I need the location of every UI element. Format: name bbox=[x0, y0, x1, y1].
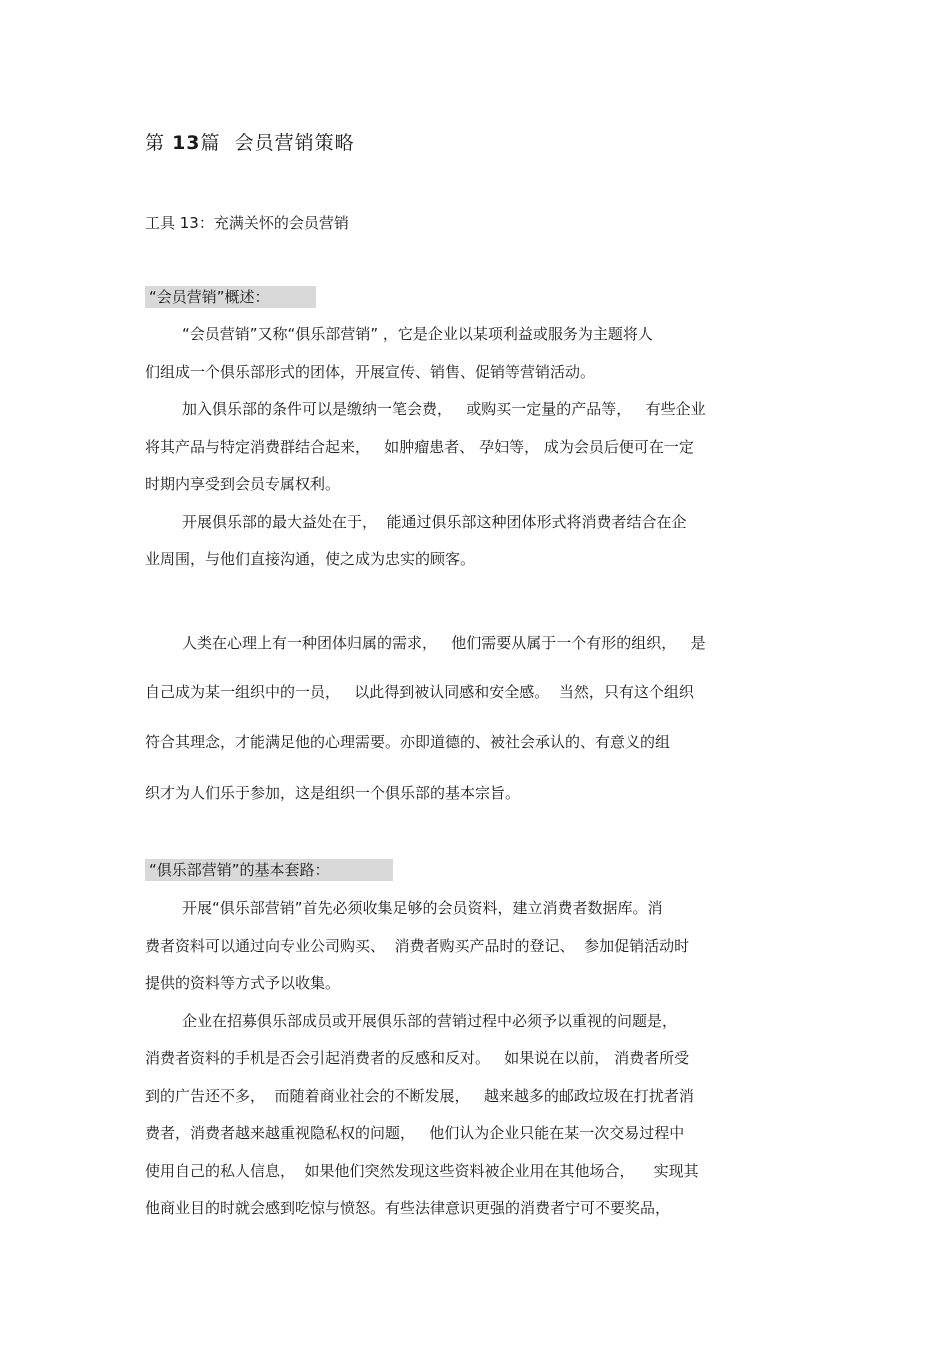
paragraph-line: 消费者资料的手机是否会引起消费者的反感和反对。 如果说在以前， 消费者所受 bbox=[145, 1049, 690, 1067]
paragraph-line: 时期内享受到会员专属权利。 bbox=[145, 475, 341, 493]
tool-title: 工具 13：充满关怀的会员营销 bbox=[145, 214, 349, 232]
paragraph-line: 他商业目的时就会感到吃惊与愤怒。有些法律意识更强的消费者宁可不要奖品， bbox=[145, 1199, 671, 1217]
paragraph-line: 自己成为某一组织中的一员， 以此得到被认同感和安全感。 当然，只有这个组织 bbox=[145, 683, 694, 701]
paragraph-line: “会员营销”又称“俱乐部营销” ，它是企业以某项利益或服务为主题将人 bbox=[182, 325, 653, 343]
section-heading-routine: “俱乐部营销”的基本套路： bbox=[145, 859, 393, 881]
paragraph-line: 织才为人们乐于参加，这是组织一个俱乐部的基本宗旨。 bbox=[145, 784, 521, 802]
paragraph-line: 业周围，与他们直接沟通，使之成为忠实的顾客。 bbox=[145, 550, 476, 568]
chapter-name: 会员营销策略 bbox=[234, 132, 355, 154]
chapter-suffix: 篇 bbox=[200, 132, 221, 154]
paragraph-line: 符合其理念，才能满足他的心理需要。亦即道德的、被社会承认的、有意义的组 bbox=[145, 733, 671, 751]
paragraph-line: 企业在招募俱乐部成员或开展俱乐部的营销过程中必须予以重视的问题是， bbox=[182, 1012, 678, 1030]
paragraph-line: 加入俱乐部的条件可以是缴纳一笔会费， 或购买一定量的产品等， 有些企业 bbox=[182, 400, 706, 418]
paragraph-line: 开展“俱乐部营销”首先必须收集足够的会员资料，建立消费者数据库。消 bbox=[182, 899, 663, 917]
chapter-number: 13 bbox=[172, 132, 201, 154]
paragraph-line: 到的广告还不多， 而随着商业社会的不断发展， 越来越多的邮政垃圾在打扰者消 bbox=[145, 1087, 694, 1105]
paragraph-line: 提供的资料等方式予以收集。 bbox=[145, 974, 341, 992]
chapter-title bbox=[145, 128, 355, 155]
chapter-prefix: 第 bbox=[145, 132, 166, 154]
paragraph-line: 费者资料可以通过向专业公司购买、 消费者购买产品时的登记、 参加促销活动时 bbox=[145, 937, 690, 955]
paragraph-line: 费者，消费者越来越重视隐私权的问题， 他们认为企业只能在某一次交易过程中 bbox=[145, 1124, 685, 1142]
paragraph-line: 们组成一个俱乐部形式的团体，开展宣传、销售、促销等营销活动。 bbox=[145, 363, 596, 381]
paragraph-line: 将其产品与特定消费群结合起来， 如肿瘤患者、 孕妇等， 成为会员后便可在一定 bbox=[145, 438, 694, 456]
section-heading-overview: “会员营销”概述： bbox=[145, 286, 316, 308]
paragraph-line: 人类在心理上有一种团体归属的需求， 他们需要从属于一个有形的组织， 是 bbox=[182, 634, 706, 652]
paragraph-line: 开展俱乐部的最大益处在于， 能通过俱乐部这种团体形式将消费者结合在企 bbox=[182, 513, 687, 531]
paragraph-line: 使用自己的私人信息， 如果他们突然发现这些资料被企业用在其他场合， 实现其 bbox=[145, 1162, 699, 1180]
